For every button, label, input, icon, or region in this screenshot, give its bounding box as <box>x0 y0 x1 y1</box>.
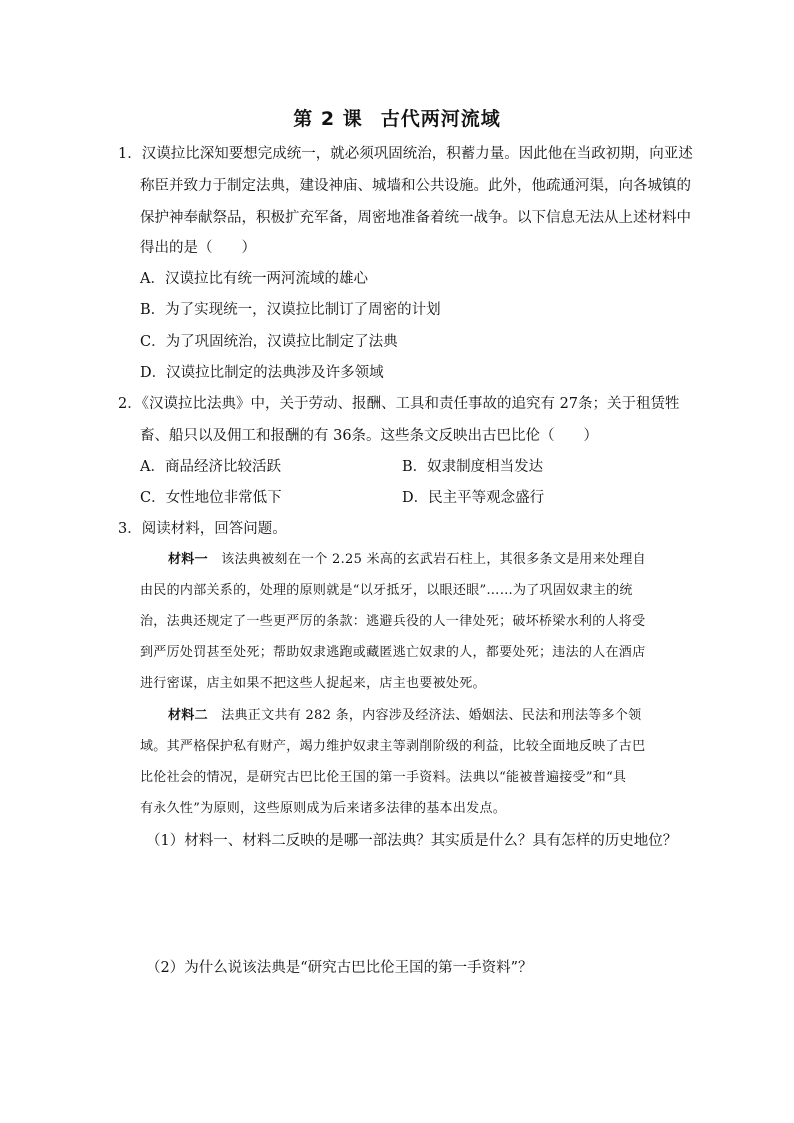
lesson-number: 第 2 课 <box>293 108 363 130</box>
material2-text: 法典正文共有 282 条，内容涉及经济法、婚姻法、民法和刑法等多个领 <box>207 708 642 723</box>
q1-line-1: 1．汉谟拉比深知要想完成统一，就必须巩固统治，积蓄力量。因此他在当政初期，向亚述 <box>118 146 693 162</box>
q2-line-2: 畜、船只以及佣工和报酬的有 36条。这些条文反映出古巴比伦（ ） <box>140 428 599 444</box>
q1-option-c: C．为了巩固统治，汉谟拉比制定了法典 <box>140 334 398 350</box>
material1-line-3: 治，法典还规定了一些更严厉的条款：逃避兵役的人一律处死；破坏桥梁水利的人将受 <box>140 614 646 629</box>
material1-text: 该法典被刻在一个 2.25 米高的玄武岩石柱上，其很多条文是用来处理自 <box>207 552 646 567</box>
material2-line-2: 域。其严格保护私有财产，竭力维护奴隶主等剥削阶级的利益，比较全面地反映了古巴 <box>140 739 646 754</box>
q1-option-b: B．为了实现统一，汉谟拉比制订了周密的计划 <box>140 302 441 318</box>
q3-stem: 3．阅读材料，回答问题。 <box>118 521 287 537</box>
q2-option-d: D．民主平等观念盛行 <box>402 490 545 506</box>
q2-option-a: A．商品经济比较活跃 <box>140 459 281 475</box>
material1-line-4: 到严厉处罚甚至处死；帮助奴隶逃跑或藏匿逃亡奴隶的人，都要处死；违法的人在酒店 <box>140 645 646 660</box>
q1-option-d: D．汉谟拉比制定的法典涉及许多领域 <box>140 365 384 381</box>
q2-option-b: B．奴隶制度相当发达 <box>402 459 544 475</box>
material1-line-5: 进行密谋，店主如果不把这些人捉起来，店主也要被处死。 <box>140 676 486 691</box>
material2-line-4: 有永久性”为原则，这些原则成为后来诸多法律的基本出发点。 <box>140 801 507 816</box>
material2-first-line <box>168 706 641 726</box>
q2-line-1: 2．《汉谟拉比法典》中，关于劳动、报酬、工具和责任事故的追究有 27条；关于租赁牲 <box>118 396 680 412</box>
material1-first-line <box>168 550 646 570</box>
q1-line-3: 保护神奉献祭品，积极扩充军备，周密地准备着统一战争。以下信息无法从上述材料中 <box>140 210 691 226</box>
q3-sub-question-2: （2）为什么说该法典是“研究古巴比伦王国的第一手资料”？ <box>146 960 533 976</box>
material1-line-2: 由民的内部关系的，处理的原则就是“以牙抵牙，以眼还眼”……为了巩固奴隶主的统 <box>140 583 633 598</box>
q1-line-4: 得出的是（ ） <box>140 240 256 256</box>
q3-sub-question-1: （1）材料一、材料二反映的是哪一部法典？其实质是什么？具有怎样的历史地位？ <box>146 833 678 849</box>
q1-line-2: 称臣并致力于制定法典，建设神庙、城墙和公共设施。此外，他疏通河渠，向各城镇的 <box>140 178 691 194</box>
lesson-name: 古代两河流域 <box>380 108 501 130</box>
material2-label: 材料二 <box>168 708 208 723</box>
q2-option-c: C．女性地位非常低下 <box>140 490 282 506</box>
material2-line-3: 比伦社会的情况，是研究古巴比伦王国的第一手资料。法典以“能被普遍接受”和“具 <box>140 770 627 785</box>
q1-option-a: A．汉谟拉比有统一两河流域的雄心 <box>140 271 368 287</box>
page-title <box>0 104 794 131</box>
material1-label: 材料一 <box>168 552 208 567</box>
